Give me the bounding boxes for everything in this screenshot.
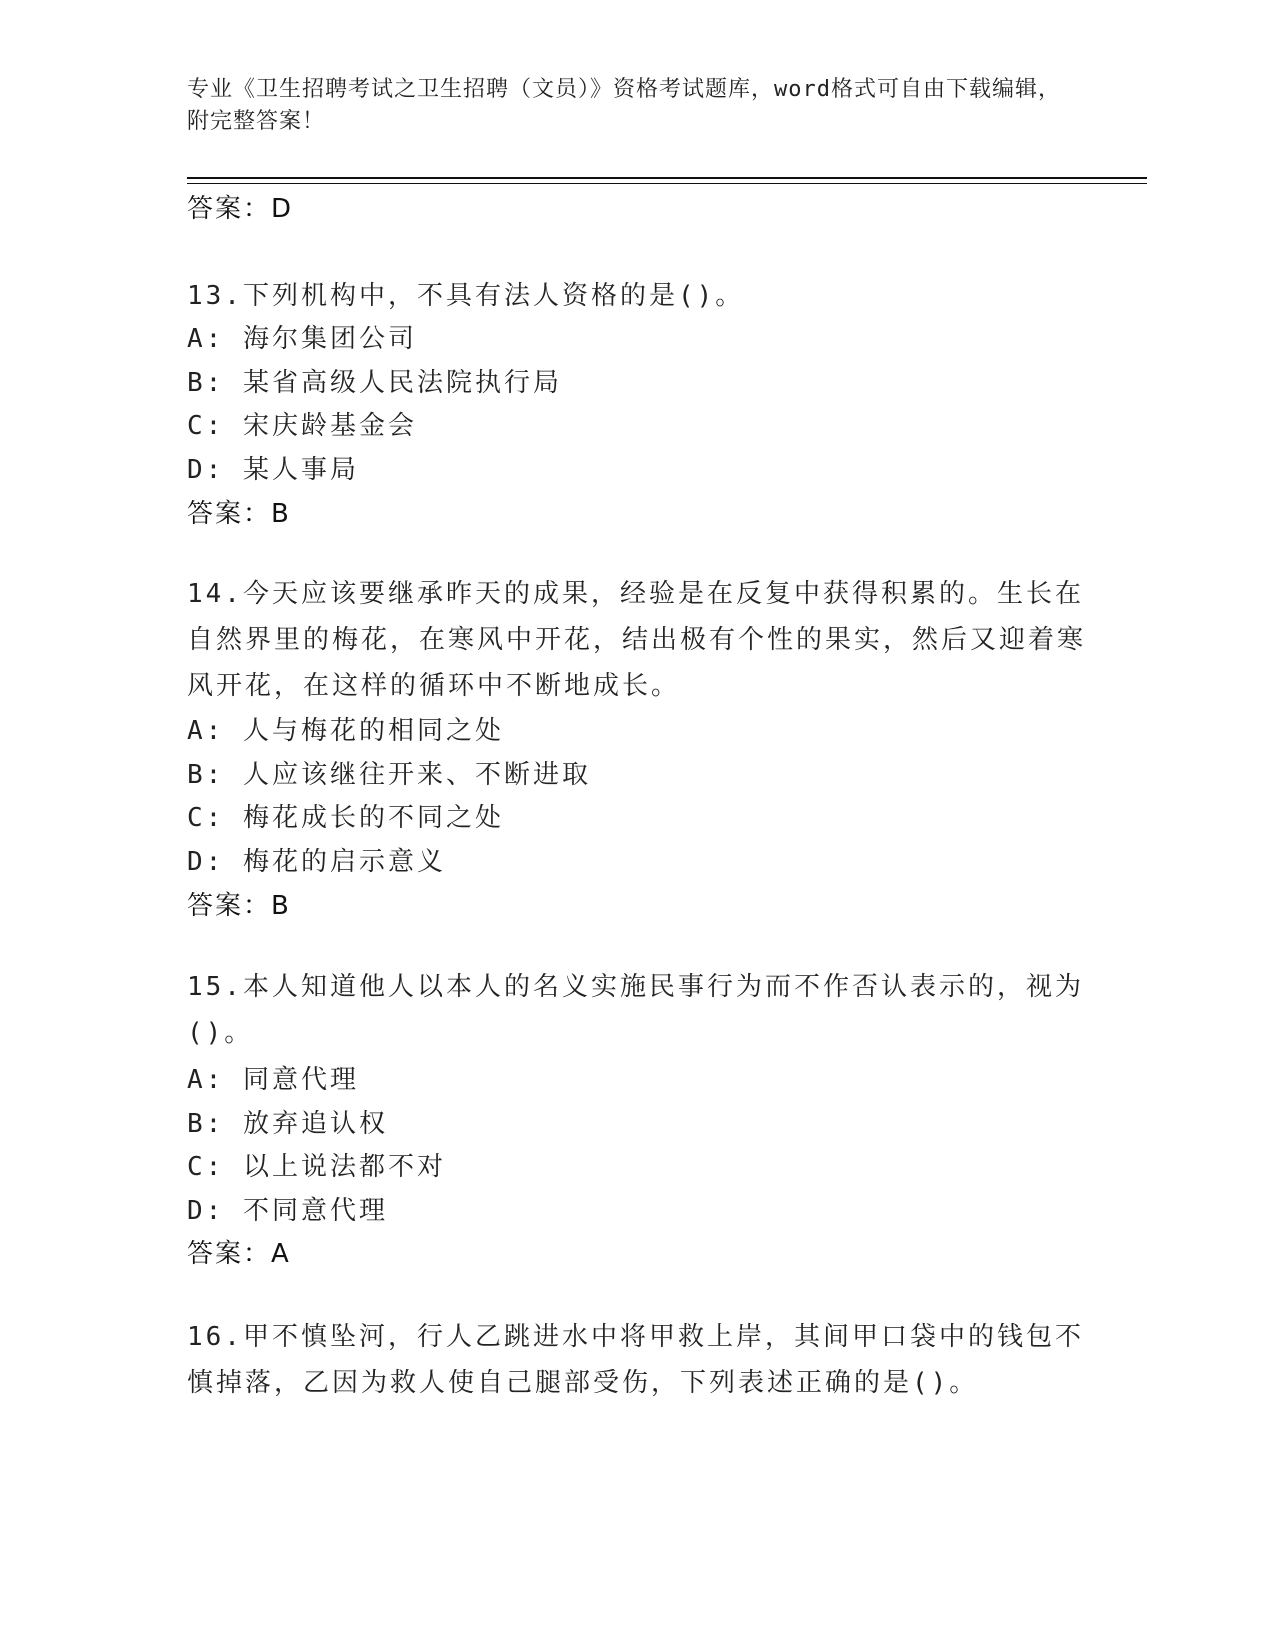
option-b: B: 放弃追认权: [187, 1109, 388, 1139]
answer-label: 答案：B: [187, 891, 291, 921]
option-a: A: 海尔集团公司: [187, 324, 417, 354]
question-stem: 15.本人知道他人以本人的名义实施民事行为而不作否认表示的，视为()。: [187, 972, 1084, 1048]
option-d: D: 某人事局: [187, 455, 359, 485]
header-divider-thin: [187, 183, 1147, 184]
header-divider-thick: [187, 177, 1147, 179]
option-d: D: 不同意代理: [187, 1196, 388, 1226]
document-header: 专业《卫生招聘考试之卫生招聘（文员）》资格考试题库，word格式可自由下载编辑，附完整答案！: [187, 77, 1061, 134]
option-b: B: 人应该继往开来、不断进取: [187, 760, 591, 790]
question-stem: 14.今天应该要继承昨天的成果，经验是在反复中获得积累的。生长在自然界里的梅花，在寒风中开花，结出极有个性的果实，然后又迎着寒风开花，在这样的循环中不断地成长。: [187, 579, 1087, 701]
option-c: C: 梅花成长的不同之处: [187, 803, 504, 833]
question-stem: 16.甲不慎坠河，行人乙跳进水中将甲救上岸，其间甲口袋中的钱包不慎掉落，乙因为救人使自己腿部受伤，下列表述正确的是()。: [187, 1322, 1084, 1398]
answer-label: 答案：D: [187, 194, 294, 224]
question-stem: 13.下列机构中，不具有法人资格的是()。: [187, 281, 745, 311]
option-b: B: 某省高级人民法院执行局: [187, 368, 562, 398]
answer-label: 答案：B: [187, 499, 291, 529]
option-a: A: 同意代理: [187, 1065, 359, 1095]
option-c: C: 宋庆龄基金会: [187, 411, 417, 441]
answer-label: 答案：A: [187, 1239, 291, 1269]
option-c: C: 以上说法都不对: [187, 1152, 446, 1182]
option-a: A: 人与梅花的相同之处: [187, 716, 504, 746]
option-d: D: 梅花的启示意义: [187, 847, 446, 877]
